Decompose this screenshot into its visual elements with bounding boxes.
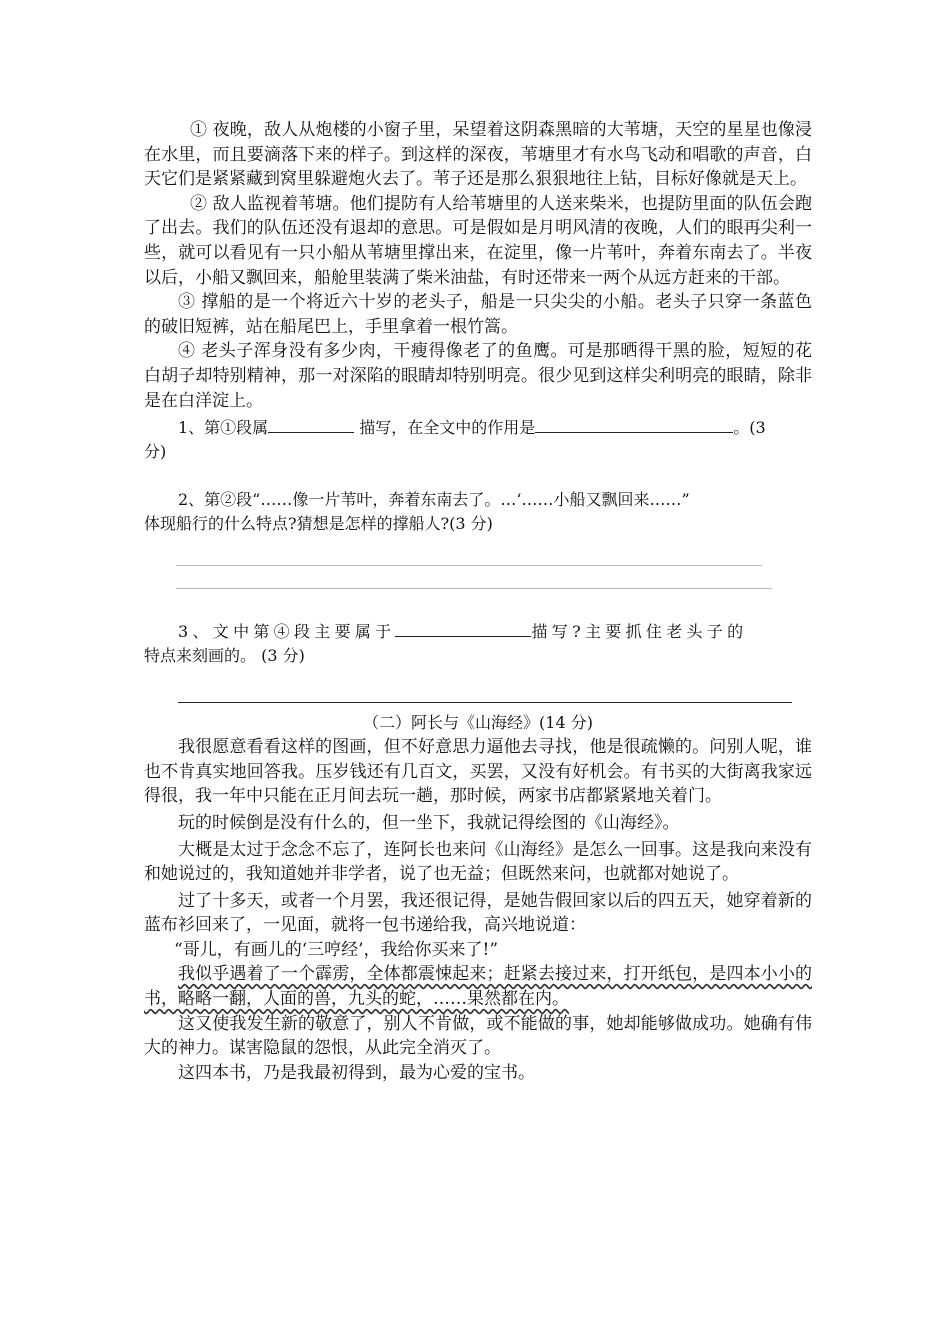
question-1-score: 分) xyxy=(144,442,167,462)
question-3 xyxy=(144,619,812,644)
story-paragraph-8: 这四本书，乃是我最初得到，最为心爱的宝书。 xyxy=(178,1062,535,1083)
question-3-text-a: 3、文中第④段主要属于 xyxy=(178,622,396,642)
story-paragraph-2: 玩的时候倒是没有什么的，但一坐下，我就记得绘图的《山海经》。 xyxy=(178,812,680,833)
passage-paragraph-4: ④ 老头子浑身没有多少肉，干瘦得像老了的鱼鹰。可是那晒得干黑的脸，短短的花白胡子却特别精神，那一对深陷的眼睛却特别明亮。很少见到这样尖利明亮的眼睛，除非是在白洋淀上。 xyxy=(144,341,812,411)
wavy-underlined-sentence: 我似乎遇着了一个霹雳，全体都震悚起来；赶紧去接过来，打开纸包，是四本小小的书，略略一翻，人面的兽，九头的蛇，……果然都在内。 xyxy=(144,964,812,1010)
story-paragraph-5: “哥儿，有画儿的‘三哼经’，我给你买来了!” xyxy=(174,939,499,960)
section-2-title: （二）阿长与《山海经》(14 分) xyxy=(363,713,593,733)
story-paragraph-6 xyxy=(144,962,812,1011)
story-paragraph-7: 这又使我发生新的敬意了，别人不肯做，或不能做的事，她却能够做成功。她确有伟大的神力。谋害隐鼠的怨恨，从此完全消灭了。 xyxy=(144,1013,812,1059)
question-2: 2、第②段“……像一片苇叶，奔着东南去了。…‘……小船又飘回来……” xyxy=(178,490,690,510)
answer-blank-q1-role[interactable] xyxy=(535,415,733,433)
question-1 xyxy=(144,415,812,440)
passage-paragraph-3: ③ 撑船的是一个将近六十岁的老头子，船是一只尖尖的小船。老头子只穿一条蓝色的破旧短裤，站在船尾巴上，手里拿着一根竹篙。 xyxy=(144,292,812,337)
question-3-text-b: 描写?主要抓住老头子的 xyxy=(531,622,748,642)
passage-paragraph-1: ① 夜晚，敌人从炮楼的小窗子里，呆望着这阴森黑暗的大苇塘，天空的星星也像浸在水里，而且要滴落下来的样子。到这样的深夜，苇塘里才有水鸟飞动和唱歌的声音，白天它们是紧紧藏到窝里躲避炮火去了。苇子还是那么狠狠地往上钻，目标好像就是天上。 xyxy=(144,120,812,190)
answer-blank-q3[interactable] xyxy=(395,619,531,637)
question-1-text-c: 。(3 xyxy=(733,418,766,438)
question-1-text-b: 描写，在全文中的作用是 xyxy=(354,418,536,438)
question-3-line-2: 特点来刻画的。 (3 分) xyxy=(144,646,305,666)
story-paragraph-3: 大概是太过于念念不忘了，连阿长也来问《山海经》是怎么一回事。这是我向来没有和她说过的，我知道她并非学者，说了也无益；但既然来问，也就都对她说了。 xyxy=(144,839,812,885)
worksheet-page xyxy=(144,118,812,1085)
answer-blank-q1-type[interactable] xyxy=(268,415,354,433)
question-2-line-2: 体现船行的什么特点?猜想是怎样的撑船人?(3 分) xyxy=(144,514,493,534)
question-1-text-a: 1、第①段属 xyxy=(178,418,269,438)
story-paragraph-1: 我很愿意看看这样的图画，但不好意思力逼他去寻找，他是很疏懒的。问别人呢，谁也不肯真实地回答我。压岁钱还有几百文，买罢，又没有好机会。有书买的大街离我家远得很，我一年中只能在正月间去玩一趟，那时候，两家书店都紧紧地关着门。 xyxy=(144,737,812,807)
story-paragraph-4: 过了十多天，或者一个月罢，我还很记得，是她告假回家以后的四五天，她穿着新的蓝布衫回来了，一见面，就将一包书递给我，高兴地说道： xyxy=(144,890,812,936)
passage-paragraph-2: ② 敌人监视着苇塘。他们提防有人给苇塘里的人送来柴米，也提防里面的队伍会跑了出去。我们的队伍还没有退却的意思。可是假如是月明风清的夜晚，人们的眼再尖利一些，就可以看见有一只小船从苇塘里撑出来，在淀里，像一片苇叶，奔着东南去了。半夜以后，小船又飘回来，船舱里装满了柴米油盐，有时还带来一两个从远方赶来的干部。 xyxy=(144,193,812,288)
